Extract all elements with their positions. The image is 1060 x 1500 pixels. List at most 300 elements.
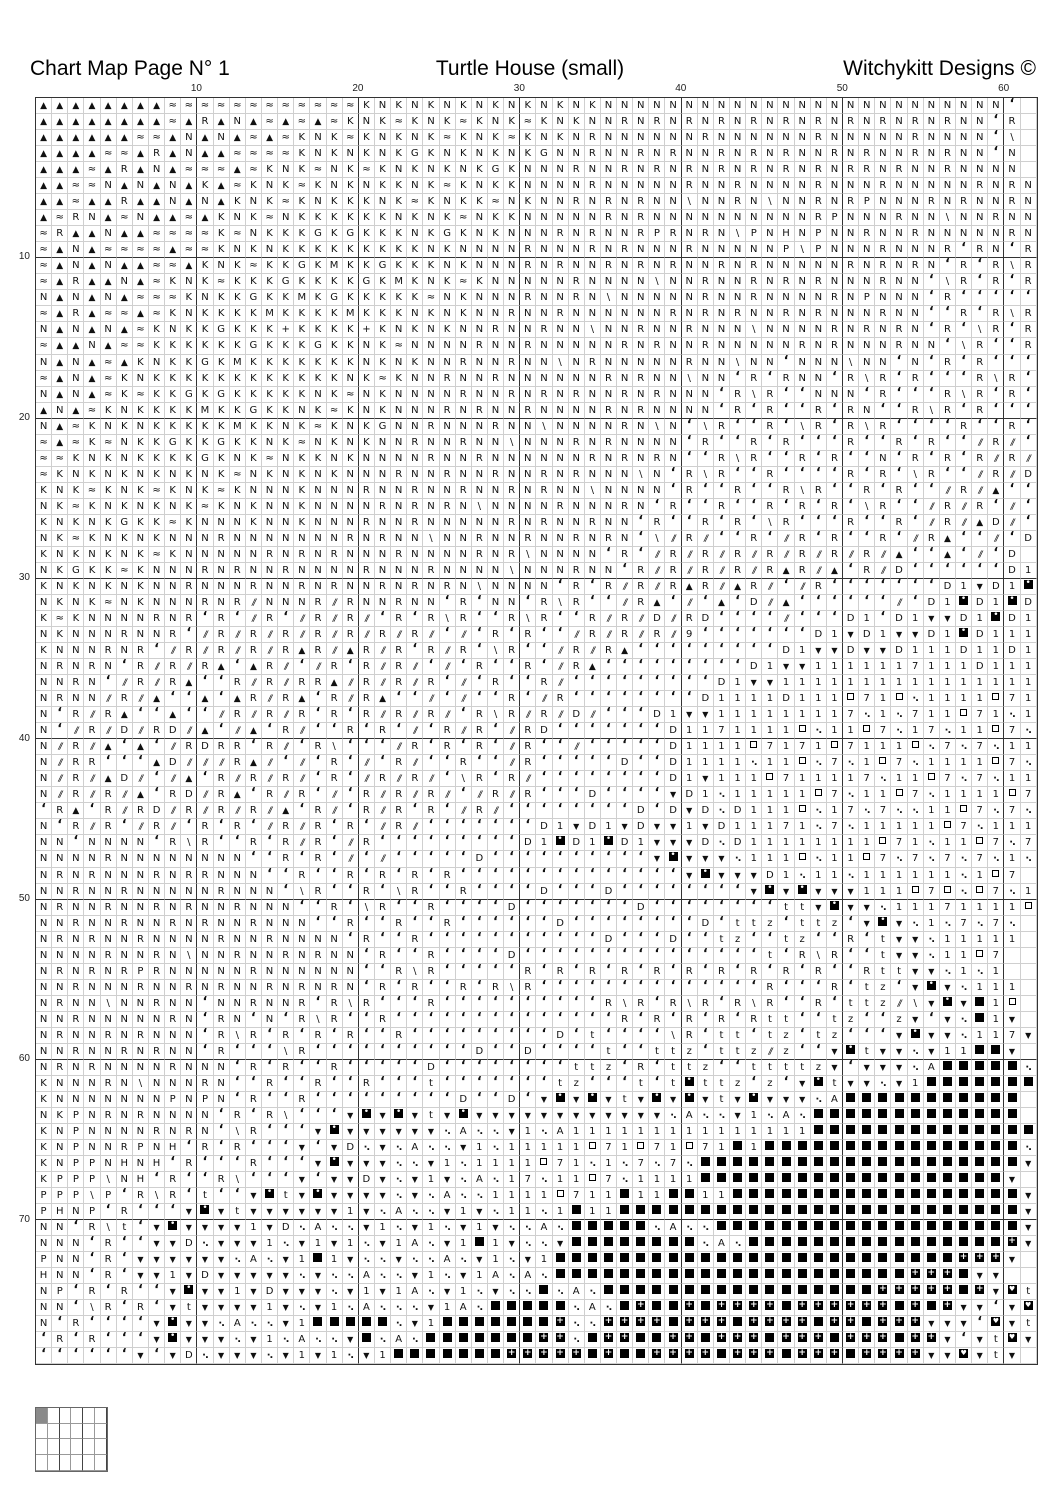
grid-cell: ‘: [101, 1284, 117, 1300]
grid-cell: 1: [682, 1172, 698, 1188]
grid-cell: ‘: [504, 868, 520, 884]
grid-cell: ‘: [682, 419, 698, 435]
grid-cell: ‘: [375, 964, 391, 980]
grid-cell: 1: [940, 1044, 956, 1060]
grid-cell: N: [262, 515, 278, 531]
grid-cell: ‘: [440, 675, 456, 691]
grid-cell: N: [730, 146, 746, 162]
grid-cell: N: [972, 146, 988, 162]
grid-cell: K: [456, 130, 472, 146]
grid-cell: K: [165, 547, 181, 563]
grid-cell: N: [36, 723, 52, 739]
chart-row: [36, 595, 1037, 611]
grid-cell: ‘: [649, 803, 665, 819]
grid-cell: ‘: [52, 723, 68, 739]
grid-cell: 1: [1004, 627, 1020, 643]
grid-cell: R: [214, 643, 230, 659]
grid-cell: ▼: [569, 1108, 585, 1124]
grid-cell: ≈: [181, 242, 197, 258]
grid-cell: [875, 1204, 891, 1220]
grid-cell: 1: [553, 819, 569, 835]
grid-cell: ‘: [456, 1028, 472, 1044]
grid-cell: ▼: [133, 1268, 149, 1284]
grid-cell: ≈: [310, 162, 326, 178]
grid-cell: R: [456, 884, 472, 900]
grid-cell: \: [101, 1172, 117, 1188]
grid-cell: N: [423, 467, 439, 483]
grid-cell: R: [375, 868, 391, 884]
grid-cell: K: [375, 355, 391, 371]
grid-cell: ▲: [101, 162, 117, 178]
grid-cell: N: [84, 691, 100, 707]
grid-cell: R: [165, 916, 181, 932]
grid-cell: 1: [762, 835, 778, 851]
grid-cell: 1: [1004, 980, 1020, 996]
grid-cell: ▼: [988, 1268, 1004, 1284]
grid-cell: R: [68, 1012, 84, 1028]
grid-cell: N: [84, 996, 100, 1012]
grid-cell: N: [181, 563, 197, 579]
grid-cell: K: [488, 210, 504, 226]
grid-cell: 1: [972, 611, 988, 627]
grid-cell: 1: [456, 1236, 472, 1252]
grid-cell: ▼: [859, 916, 875, 932]
grid-cell: ‘: [488, 771, 504, 787]
grid-cell: ‘: [133, 1332, 149, 1348]
grid-cell: ‘: [553, 1044, 569, 1060]
grid-cell: ▼: [310, 1268, 326, 1284]
grid-cell: [1021, 964, 1037, 980]
grid-cell: •: [924, 980, 940, 996]
grid-cell: [827, 1156, 843, 1172]
grid-cell: ‘: [617, 675, 633, 691]
grid-cell: ‘: [649, 723, 665, 739]
grid-cell: N: [149, 1108, 165, 1124]
grid-cell: N: [343, 146, 359, 162]
grid-cell: N: [536, 435, 552, 451]
grid-cell: K: [278, 242, 294, 258]
grid-cell: N: [827, 226, 843, 242]
grid-cell: R: [117, 1204, 133, 1220]
grid-cell: N: [343, 964, 359, 980]
grid-cell: R: [811, 194, 827, 210]
grid-cell: \: [423, 531, 439, 547]
grid-cell: ‘: [310, 771, 326, 787]
grid-cell: //: [407, 787, 423, 803]
grid-cell: R: [762, 980, 778, 996]
grid-cell: 1: [520, 1140, 536, 1156]
grid-cell: N: [375, 98, 391, 114]
grid-cell: R: [359, 884, 375, 900]
grid-cell: N: [520, 387, 536, 403]
grid-cell: N: [68, 691, 84, 707]
grid-cell: N: [633, 483, 649, 499]
grid-cell: N: [859, 178, 875, 194]
grid-cell: D: [197, 739, 213, 755]
grid-cell: ‘: [553, 980, 569, 996]
grid-cell: ▼: [181, 1220, 197, 1236]
grid-cell: ▼: [310, 1348, 326, 1364]
grid-cell: N: [665, 274, 681, 290]
grid-cell: R: [956, 306, 972, 322]
grid-cell: ‘: [859, 932, 875, 948]
grid-cell: R: [117, 162, 133, 178]
grid-cell: ▼: [246, 1268, 262, 1284]
grid-cell: ‘: [488, 755, 504, 771]
grid-cell: ‘: [698, 900, 714, 916]
grid-cell: \: [230, 1172, 246, 1188]
grid-cell: N: [536, 306, 552, 322]
grid-cell: ‘: [682, 884, 698, 900]
grid-cell: N: [682, 387, 698, 403]
grid-cell: ▼: [682, 851, 698, 867]
grid-cell: //: [665, 611, 681, 627]
grid-cell: 1: [488, 1252, 504, 1268]
grid-cell: N: [440, 146, 456, 162]
grid-cell: ▼: [875, 643, 891, 659]
grid-cell: M: [197, 403, 213, 419]
grid-cell: 1: [730, 755, 746, 771]
grid-cell: [778, 1252, 794, 1268]
grid-cell: ≈: [101, 306, 117, 322]
grid-cell: ≈: [101, 242, 117, 258]
grid-cell: N: [117, 996, 133, 1012]
grid-cell: ▲: [133, 258, 149, 274]
grid-cell: •: [456, 1108, 472, 1124]
grid-cell: //: [924, 515, 940, 531]
grid-cell: ·.: [391, 1268, 407, 1284]
grid-cell: [875, 1108, 891, 1124]
grid-cell: R: [68, 210, 84, 226]
grid-cell: 1: [294, 1316, 310, 1332]
grid-cell: 1: [859, 868, 875, 884]
grid-cell: N: [52, 1252, 68, 1268]
grid-cell: N: [698, 371, 714, 387]
grid-cell: 7: [698, 1140, 714, 1156]
grid-cell: A: [294, 1332, 310, 1348]
grid-cell: R: [359, 932, 375, 948]
grid-cell: D: [601, 884, 617, 900]
grid-cell: 1: [294, 1252, 310, 1268]
grid-cell: ‘: [891, 419, 907, 435]
grid-cell: N: [859, 274, 875, 290]
grid-cell: [665, 1188, 681, 1204]
grid-cell: ‘: [456, 996, 472, 1012]
grid-cell: 1: [569, 1172, 585, 1188]
grid-cell: 1: [1004, 739, 1020, 755]
grid-cell: R: [456, 483, 472, 499]
grid-cell: [714, 1252, 730, 1268]
grid-cell: ‘: [714, 387, 730, 403]
grid-cell: ‘: [569, 932, 585, 948]
grid-cell: ‘: [762, 531, 778, 547]
grid-cell: ≈: [68, 499, 84, 515]
grid-cell: t: [859, 996, 875, 1012]
grid-cell: 1: [746, 723, 762, 739]
grid-cell: R: [84, 723, 100, 739]
grid-cell: R: [181, 643, 197, 659]
grid-cell: ≈: [133, 130, 149, 146]
grid-cell: ‘: [262, 1140, 278, 1156]
grid-cell: R: [407, 483, 423, 499]
grid-cell: N: [617, 226, 633, 242]
grid-cell: R: [375, 579, 391, 595]
grid-cell: [875, 1172, 891, 1188]
grid-cell: //: [423, 771, 439, 787]
grid-cell: ‘: [665, 1012, 681, 1028]
grid-cell: P: [68, 1188, 84, 1204]
grid-cell: N: [343, 579, 359, 595]
grid-cell: R: [278, 723, 294, 739]
grid-cell: ‘: [391, 851, 407, 867]
grid-cell: ‘: [617, 1028, 633, 1044]
grid-cell: N: [165, 467, 181, 483]
grid-cell: R: [714, 419, 730, 435]
grid-cell: R: [423, 419, 439, 435]
grid-cell: D: [746, 595, 762, 611]
grid-cell: N: [36, 932, 52, 948]
grid-cell: ≈: [52, 210, 68, 226]
grid-cell: K: [36, 1140, 52, 1156]
grid-cell: [924, 1252, 940, 1268]
grid-cell: [811, 1268, 827, 1284]
grid-cell: ‘: [536, 1028, 552, 1044]
grid-cell: \: [553, 595, 569, 611]
grid-cell: ·.: [649, 1156, 665, 1172]
grid-cell: +: [908, 1300, 924, 1316]
grid-cell: [956, 1284, 972, 1300]
grid-cell: 1: [1021, 819, 1037, 835]
grid-cell: +: [908, 1268, 924, 1284]
grid-cell: //: [504, 739, 520, 755]
grid-cell: \: [1004, 258, 1020, 274]
grid-cell: ▲: [165, 146, 181, 162]
grid-cell: ‘: [472, 835, 488, 851]
grid-cell: [956, 1092, 972, 1108]
grid-cell: N: [117, 451, 133, 467]
grid-cell: ‘: [407, 1012, 423, 1028]
grid-cell: N: [262, 579, 278, 595]
grid-cell: //: [633, 627, 649, 643]
grid-cell: K: [230, 483, 246, 499]
grid-cell: \: [472, 579, 488, 595]
grid-cell: R: [520, 739, 536, 755]
grid-cell: D: [714, 819, 730, 835]
grid-cell: R: [778, 306, 794, 322]
grid-cell: R: [214, 1012, 230, 1028]
grid-cell: ‘: [536, 1076, 552, 1092]
grid-cell: [649, 1268, 665, 1284]
grid-cell: ≈: [246, 98, 262, 114]
grid-cell: R: [68, 1316, 84, 1332]
grid-cell: 1: [601, 1188, 617, 1204]
grid-cell: ·.: [343, 1220, 359, 1236]
grid-cell: K: [117, 371, 133, 387]
grid-cell: N: [633, 130, 649, 146]
grid-cell: K: [117, 531, 133, 547]
grid-cell: N: [327, 531, 343, 547]
grid-cell: //: [391, 771, 407, 787]
grid-cell: [682, 1236, 698, 1252]
grid-cell: ‘: [133, 1204, 149, 1220]
grid-cell: N: [617, 355, 633, 371]
grid-cell: N: [36, 1316, 52, 1332]
grid-cell: ♥: [1004, 1284, 1020, 1300]
grid-cell: +: [569, 1348, 585, 1364]
grid-cell: ▼: [827, 1060, 843, 1076]
grid-cell: N: [859, 114, 875, 130]
grid-cell: [891, 1268, 907, 1284]
grid-cell: ·.: [924, 948, 940, 964]
grid-cell: ‘: [698, 1044, 714, 1060]
grid-cell: N: [665, 338, 681, 354]
grid-cell: N: [488, 515, 504, 531]
grid-cell: N: [246, 884, 262, 900]
grid-cell: ‘: [617, 707, 633, 723]
grid-cell: [988, 1188, 1004, 1204]
grid-cell: N: [181, 274, 197, 290]
grid-cell: [988, 691, 1004, 707]
grid-cell: ▼: [246, 1348, 262, 1364]
grid-cell: [843, 1252, 859, 1268]
grid-cell: ≈: [278, 130, 294, 146]
grid-cell: K: [262, 355, 278, 371]
grid-cell: ‘: [633, 547, 649, 563]
grid-cell: ‘: [488, 1060, 504, 1076]
grid-cell: ‘: [133, 1236, 149, 1252]
grid-cell: ‘: [52, 707, 68, 723]
grid-cell: N: [1021, 226, 1037, 242]
grid-cell: ▲: [84, 290, 100, 306]
grid-cell: ‘: [520, 1092, 536, 1108]
grid-cell: ‘: [988, 387, 1004, 403]
grid-cell: R: [908, 146, 924, 162]
grid-cell: ▼: [891, 1076, 907, 1092]
grid-cell: N: [972, 114, 988, 130]
grid-cell: ‘: [294, 739, 310, 755]
grid-cell: ‘: [504, 675, 520, 691]
grid-cell: K: [68, 515, 84, 531]
grid-cell: N: [101, 1140, 117, 1156]
grid-cell: ‘: [665, 659, 681, 675]
grid-cell: ▼: [859, 1076, 875, 1092]
grid-cell: N: [262, 483, 278, 499]
grid-cell: ▼: [1004, 1044, 1020, 1060]
grid-cell: ▲: [230, 787, 246, 803]
grid-cell: K: [101, 579, 117, 595]
grid-cell: 1: [762, 723, 778, 739]
grid-cell: N: [68, 659, 84, 675]
grid-cell: [520, 1316, 536, 1332]
grid-cell: R: [472, 659, 488, 675]
grid-cell: N: [649, 210, 665, 226]
grid-cell: //: [988, 531, 1004, 547]
grid-cell: [843, 1236, 859, 1252]
grid-cell: ▼: [714, 851, 730, 867]
grid-cell: N: [875, 130, 891, 146]
grid-cell: ‘: [262, 1044, 278, 1060]
grid-cell: N: [665, 210, 681, 226]
grid-cell: ‘: [649, 643, 665, 659]
grid-cell: K: [294, 499, 310, 515]
grid-cell: ‘: [601, 547, 617, 563]
grid-cell: N: [472, 515, 488, 531]
grid-cell: R: [423, 948, 439, 964]
grid-cell: N: [68, 595, 84, 611]
grid-cell: [1004, 996, 1020, 1012]
grid-cell: [1004, 1268, 1020, 1284]
grid-cell: D: [972, 659, 988, 675]
grid-cell: ‘: [520, 916, 536, 932]
grid-cell: 1: [956, 659, 972, 675]
grid-cell: 1: [359, 1284, 375, 1300]
grid-cell: N: [891, 290, 907, 306]
grid-cell: ▼: [407, 1188, 423, 1204]
grid-cell: 7: [891, 755, 907, 771]
grid-cell: //: [375, 675, 391, 691]
grid-cell: N: [665, 322, 681, 338]
grid-cell: H: [117, 1156, 133, 1172]
grid-cell: N: [520, 419, 536, 435]
grid-cell: ‘: [536, 755, 552, 771]
grid-cell: R: [972, 355, 988, 371]
grid-cell: K: [375, 178, 391, 194]
grid-cell: +: [859, 1348, 875, 1364]
grid-cell: ‘: [988, 146, 1004, 162]
grid-cell: P: [859, 290, 875, 306]
grid-cell: N: [988, 226, 1004, 242]
grid-cell: ‘: [746, 483, 762, 499]
grid-cell: N: [52, 1092, 68, 1108]
grid-cell: [988, 1220, 1004, 1236]
grid-cell: N: [520, 226, 536, 242]
grid-cell: K: [246, 322, 262, 338]
grid-cell: ‘: [504, 835, 520, 851]
grid-cell: ‘: [891, 531, 907, 547]
grid-cell: R: [165, 675, 181, 691]
grid-cell: G: [310, 226, 326, 242]
grid-cell: ‘: [827, 611, 843, 627]
grid-cell: //: [375, 851, 391, 867]
grid-cell: 7: [956, 819, 972, 835]
grid-cell: N: [101, 1092, 117, 1108]
grid-cell: ‘: [553, 611, 569, 627]
grid-cell: //: [617, 579, 633, 595]
grid-cell: ‘: [149, 1172, 165, 1188]
row-label: 10: [18, 251, 30, 263]
grid-cell: //: [569, 739, 585, 755]
grid-cell: R: [359, 835, 375, 851]
grid-cell: ‘: [778, 996, 794, 1012]
grid-cell: N: [488, 306, 504, 322]
chart-row: [36, 611, 1037, 627]
grid-cell: 1: [1021, 691, 1037, 707]
grid-cell: [649, 1236, 665, 1252]
grid-cell: R: [649, 627, 665, 643]
grid-cell: ▲: [52, 274, 68, 290]
grid-cell: ‘: [456, 739, 472, 755]
grid-cell: 1: [165, 1268, 181, 1284]
grid-cell: K: [327, 338, 343, 354]
grid-cell: ▼: [407, 1108, 423, 1124]
chart-row: [36, 996, 1037, 1012]
grid-cell: K: [391, 178, 407, 194]
grid-cell: R: [310, 595, 326, 611]
grid-cell: M: [391, 274, 407, 290]
grid-cell: ‘: [310, 691, 326, 707]
grid-cell: A: [714, 1236, 730, 1252]
grid-cell: ▼: [214, 1348, 230, 1364]
